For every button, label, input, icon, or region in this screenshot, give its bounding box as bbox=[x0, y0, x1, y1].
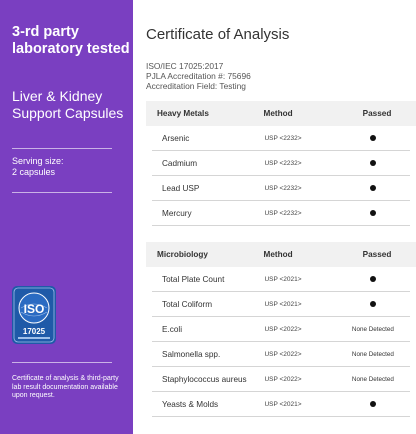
table-row bbox=[152, 367, 410, 392]
accreditation-line: PJLA Accreditation #: 75696 bbox=[146, 71, 251, 81]
test-method: USP <2022> bbox=[264, 375, 302, 383]
test-method: USP <2021> bbox=[264, 400, 302, 408]
table-row bbox=[152, 342, 410, 367]
table-header bbox=[146, 242, 416, 267]
column-header-analyte: Microbiology bbox=[157, 250, 208, 259]
analyte-name: Cadmium bbox=[162, 158, 198, 168]
passed-dot-icon bbox=[370, 160, 376, 166]
passed-dot-icon bbox=[370, 210, 376, 216]
passed-cell bbox=[336, 210, 410, 217]
passed-dot-icon bbox=[370, 401, 376, 407]
analyte-name: Yeasts & Molds bbox=[162, 399, 219, 409]
serving-size-label: Serving size: bbox=[12, 156, 64, 166]
analyte-name: Total Coliform bbox=[162, 299, 213, 309]
analyte-name: E.coli bbox=[162, 324, 183, 334]
passed-result: None Detected bbox=[351, 325, 394, 333]
test-method: USP <2022> bbox=[264, 325, 302, 333]
product-name: Liver & Kidney Support Capsules bbox=[12, 88, 124, 121]
serving-size-value: 2 capsules bbox=[12, 167, 56, 177]
accreditation-line: Accreditation Field: Testing bbox=[146, 81, 246, 91]
passed-dot-icon bbox=[370, 276, 376, 282]
serving-size bbox=[12, 156, 130, 178]
passed-dot-icon bbox=[370, 301, 376, 307]
passed-result: None Detected bbox=[351, 375, 394, 383]
test-method: USP <2022> bbox=[264, 350, 302, 358]
table-row bbox=[152, 151, 410, 176]
badge-iso-text: ISO bbox=[23, 302, 45, 316]
accreditation-line: ISO/IEC 17025:2017 bbox=[146, 61, 224, 71]
page-title: Certificate of Analysis bbox=[146, 26, 290, 43]
table-row bbox=[152, 201, 410, 226]
sidebar-divider bbox=[12, 362, 112, 363]
table-row bbox=[152, 292, 410, 317]
test-method: USP <2232> bbox=[264, 134, 302, 142]
passed-dot-icon bbox=[370, 185, 376, 191]
badge-number-text: 17025 bbox=[22, 327, 46, 336]
column-header-method: Method bbox=[263, 109, 293, 118]
test-method: USP <2021> bbox=[264, 300, 302, 308]
analyte-name: Mercury bbox=[162, 208, 192, 218]
table-header bbox=[146, 101, 416, 126]
passed-cell bbox=[336, 135, 410, 142]
passed-result: None Detected bbox=[351, 350, 394, 358]
test-method: USP <2021> bbox=[264, 275, 302, 283]
documentation-note: Certificate of analysis & third-party lab result documentation available upon request. bbox=[12, 375, 119, 399]
table-row bbox=[152, 267, 410, 292]
test-method: USP <2232> bbox=[264, 209, 302, 217]
passed-cell bbox=[336, 185, 410, 192]
analyte-name: Salmonella spp. bbox=[162, 349, 221, 359]
column-header-analyte: Heavy Metals bbox=[157, 109, 209, 118]
test-method: USP <2232> bbox=[264, 159, 302, 167]
heavy-metals-table bbox=[146, 101, 416, 226]
sidebar-divider bbox=[12, 192, 112, 193]
passed-cell bbox=[336, 301, 410, 308]
table-row bbox=[152, 176, 410, 201]
microbiology-table bbox=[146, 242, 416, 417]
accreditation-info bbox=[146, 61, 251, 91]
table-row bbox=[152, 317, 410, 342]
passed-cell bbox=[336, 401, 410, 408]
column-header-method: Method bbox=[263, 250, 293, 259]
table-row bbox=[152, 392, 410, 417]
analyte-name: Total Plate Count bbox=[162, 274, 225, 284]
table-row bbox=[152, 126, 410, 151]
test-method: USP <2232> bbox=[264, 184, 302, 192]
sidebar-headline: 3-rd party laboratory tested bbox=[12, 24, 130, 57]
iso-17025-accredited-badge-icon bbox=[12, 286, 56, 344]
passed-cell bbox=[336, 160, 410, 167]
analyte-name: Arsenic bbox=[162, 133, 190, 143]
sidebar bbox=[0, 0, 133, 434]
passed-dot-icon bbox=[370, 135, 376, 141]
column-header-passed: Passed bbox=[362, 250, 392, 259]
analyte-name: Staphylococcus aureus bbox=[162, 374, 247, 384]
column-header-passed: Passed bbox=[362, 109, 392, 118]
analyte-name: Lead USP bbox=[162, 183, 200, 193]
passed-cell bbox=[336, 276, 410, 283]
sidebar-divider bbox=[12, 148, 112, 149]
